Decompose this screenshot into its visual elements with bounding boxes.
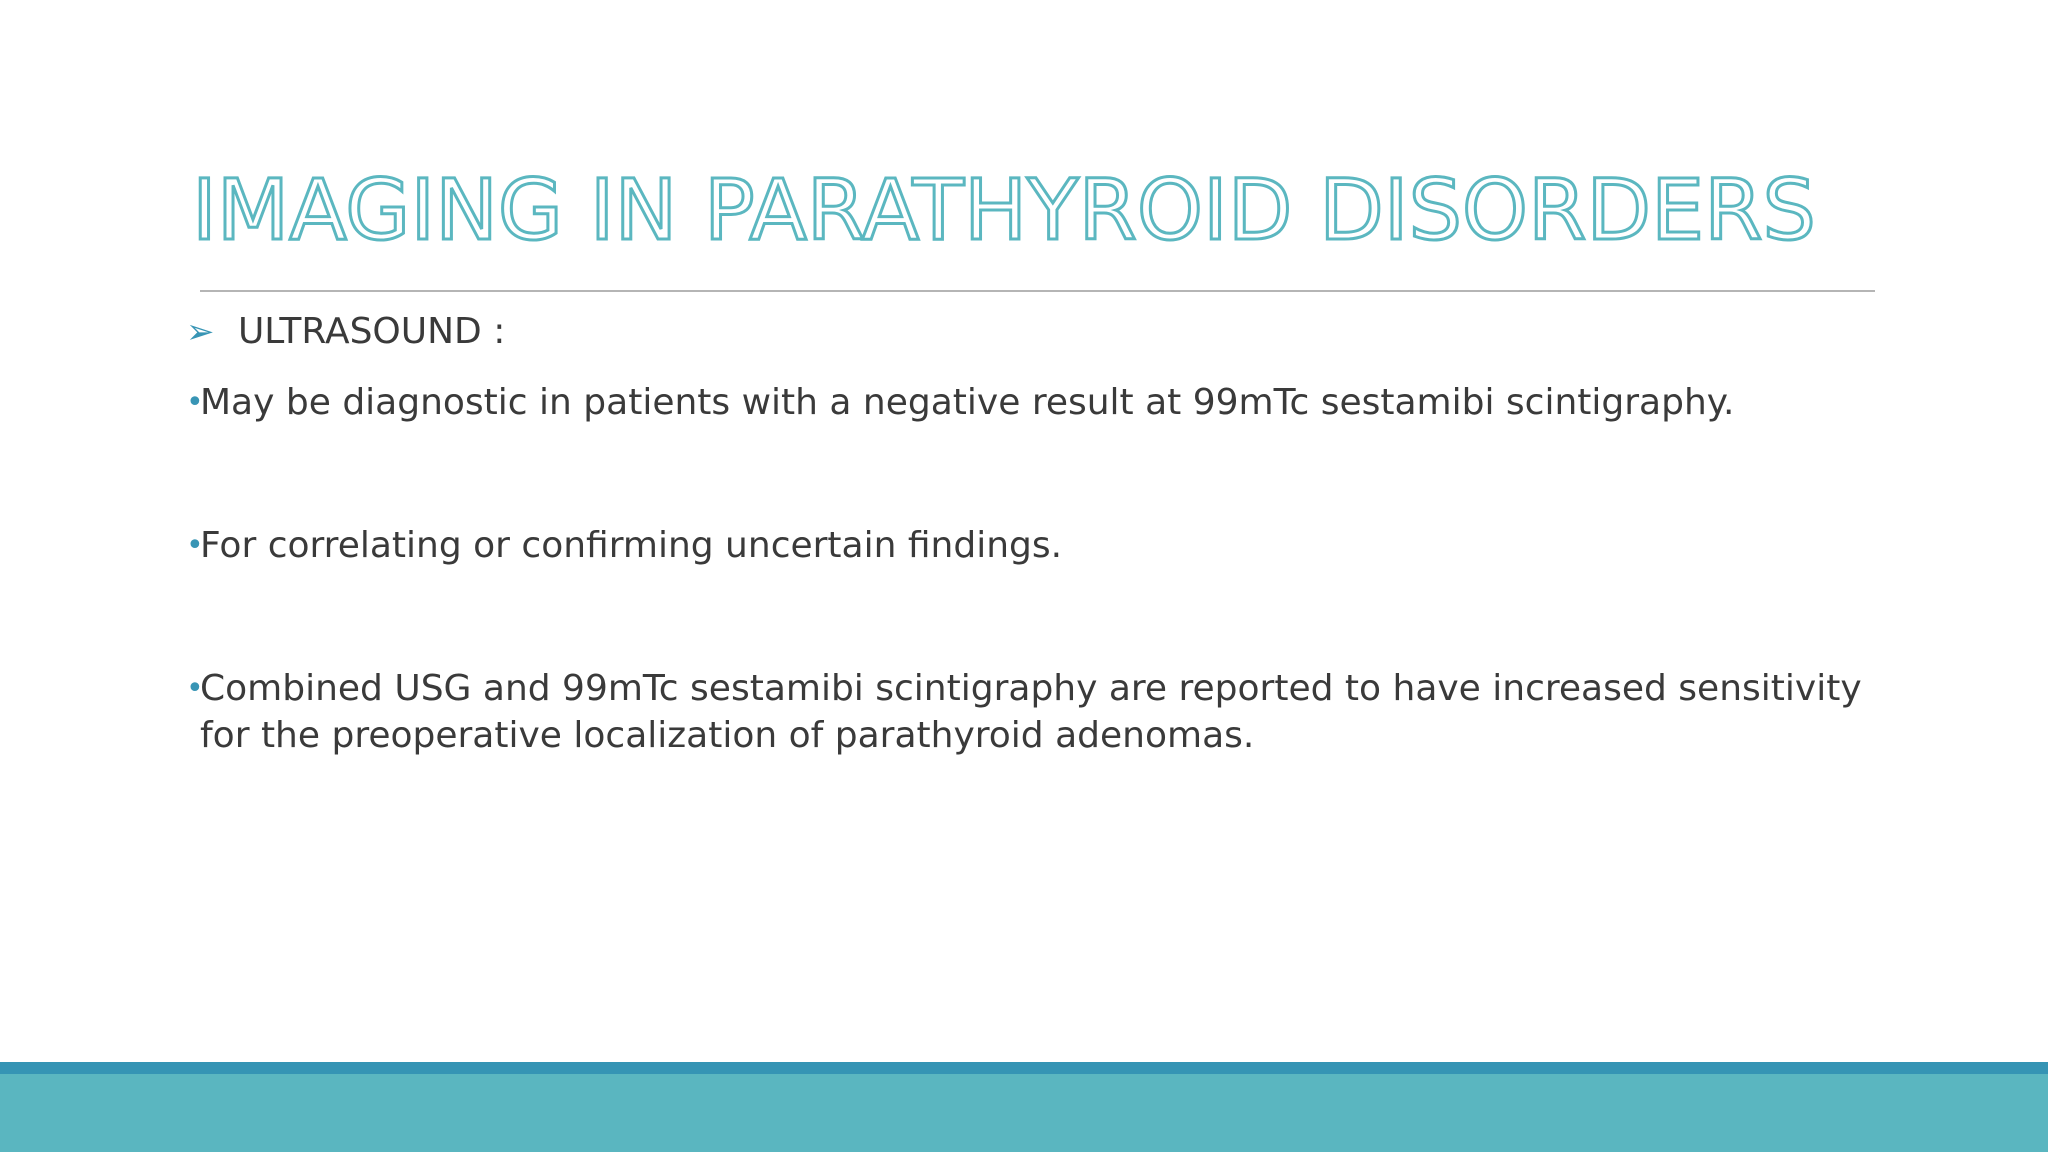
section-heading-label: ULTRASOUND : [237, 311, 506, 352]
bullet-dot-icon: • [186, 528, 204, 563]
bullet-text: May be diagnostic in patients with a negative result at 99mTc sestamibi scintigraphy. [200, 382, 1735, 423]
footer-band [0, 1074, 2048, 1152]
title-divider [200, 290, 1875, 292]
slide-title: IMAGING IN PARATHYROID DISORDERS [192, 161, 1816, 259]
bullet-item [186, 379, 1886, 426]
bullet-dot-icon: • [186, 671, 204, 706]
bullet-item [186, 522, 1886, 569]
section-heading [186, 308, 505, 356]
bullet-text: Combined USG and 99mTc sestamibi scintigraphy are reported to have increased sensitivity for the preoperative localization of parathyroid adenomas. [200, 668, 1862, 756]
arrow-bullet-icon: ➢ [186, 312, 215, 352]
footer-accent-line [0, 1062, 2048, 1074]
bullet-dot-icon: • [186, 385, 204, 420]
bullet-text: For correlating or confirming uncertain findings. [200, 525, 1063, 566]
bullet-item [186, 665, 1886, 759]
